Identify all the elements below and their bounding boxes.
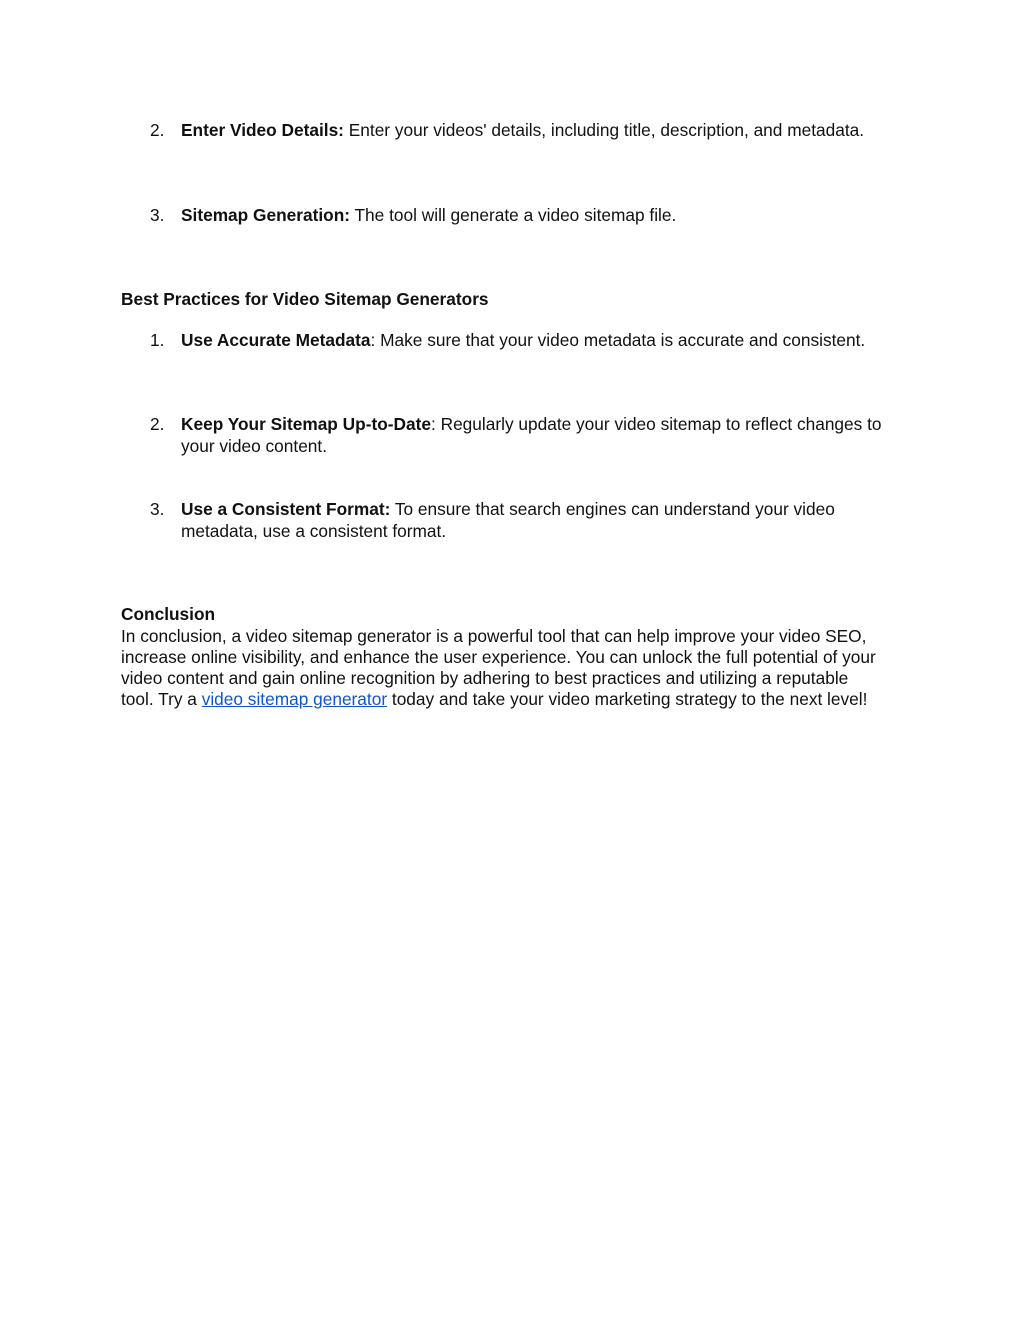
conclusion-text-end: today and take your video marketing strategy to the next level!	[387, 689, 868, 709]
list-item-lead: Use a Consistent Format:	[181, 499, 391, 519]
list-item-text	[181, 330, 891, 352]
conclusion-text-start: In conclusion, a video sitemap generator is a powerful tool that can help improve your video SEO, increase online visibility, and enhance the user experience. You can unlock the full potential of your video content and gain online recognition by adhering to best practices and utilizing a reputable tool. Try a	[121, 626, 876, 709]
video-sitemap-generator-link[interactable]: video sitemap generator	[201, 689, 388, 709]
list-item-number: 1.	[150, 330, 165, 350]
list-item-number: 3.	[150, 499, 165, 519]
best-practices-heading: Best Practices for Video Sitemap Generators	[121, 289, 489, 309]
list-item-body: The tool will generate a video sitemap file.	[350, 205, 677, 225]
list-item-number: 3.	[150, 205, 165, 225]
conclusion-paragraph	[121, 626, 881, 710]
list-item-text	[181, 205, 891, 227]
list-item-body: Enter your videos' details, including title, description, and metadata.	[343, 120, 865, 140]
list-item-text	[181, 499, 891, 542]
conclusion-heading: Conclusion	[121, 604, 216, 624]
list-item-body: : Regularly update your video sitemap to reflect changes to your video content.	[181, 414, 882, 456]
list-item-lead: Use Accurate Metadata	[181, 330, 371, 350]
list-item-lead: Keep Your Sitemap Up-to-Date	[181, 414, 431, 434]
list-item-number: 2.	[150, 120, 165, 140]
list-item-lead: Sitemap Generation:	[181, 205, 351, 225]
list-item-text	[181, 414, 891, 457]
list-item-body: : Make sure that your video metadata is accurate and consistent.	[370, 330, 866, 350]
list-item-number: 2.	[150, 414, 165, 434]
list-item-body: To ensure that search engines can understand your video metadata, use a consistent format.	[181, 499, 835, 541]
list-item-lead: Enter Video Details:	[181, 120, 344, 140]
list-item-text	[181, 120, 891, 142]
